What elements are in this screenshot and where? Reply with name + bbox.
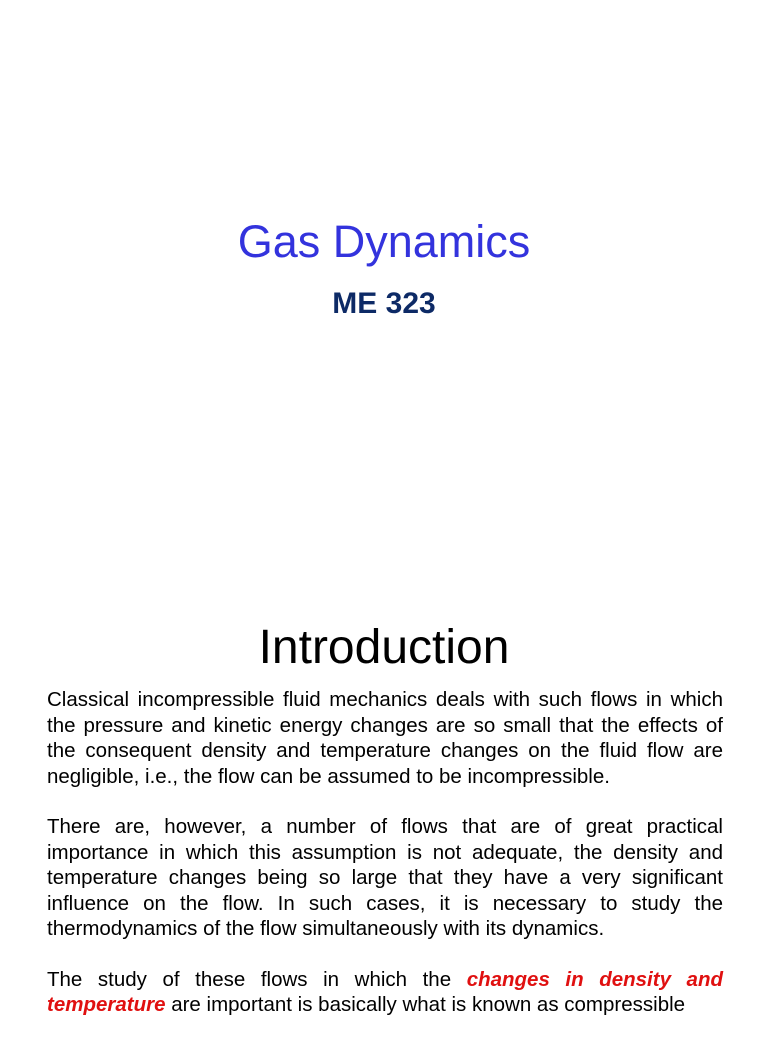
introduction-body bbox=[47, 687, 723, 1043]
slide-introduction bbox=[0, 590, 768, 1024]
slide-title-heading: Gas Dynamics bbox=[237, 216, 531, 267]
emphasis-density-temperature: changes in density and temperature bbox=[47, 967, 723, 1016]
paragraph-1: Classical incompressible fluid mechanics deals with such flows in which the pressure and kinetic energy changes are so small that the effects of the consequent density and temperature changes on the fluid flow are negligible, i.e., the flow can be assumed to be incompressible. bbox=[47, 688, 723, 788]
paragraph-2: There are, however, a number of flows that are of great practical importance in which this assumption is not adequate, the density and temperature changes being so large that they have a very significant influence on the flow. In such cases, it is necessary to study the thermodynamics of the flow simultaneously with its dynamics. bbox=[47, 815, 723, 940]
paragraph-3-lead: The study of these flows in which the bbox=[47, 967, 467, 991]
paragraph-3 bbox=[47, 967, 723, 1018]
introduction-heading: Introduction bbox=[258, 621, 510, 674]
paragraph-3-tail: are important is basically what is known as compressible bbox=[165, 993, 686, 1016]
course-code: ME 323 bbox=[332, 287, 436, 320]
